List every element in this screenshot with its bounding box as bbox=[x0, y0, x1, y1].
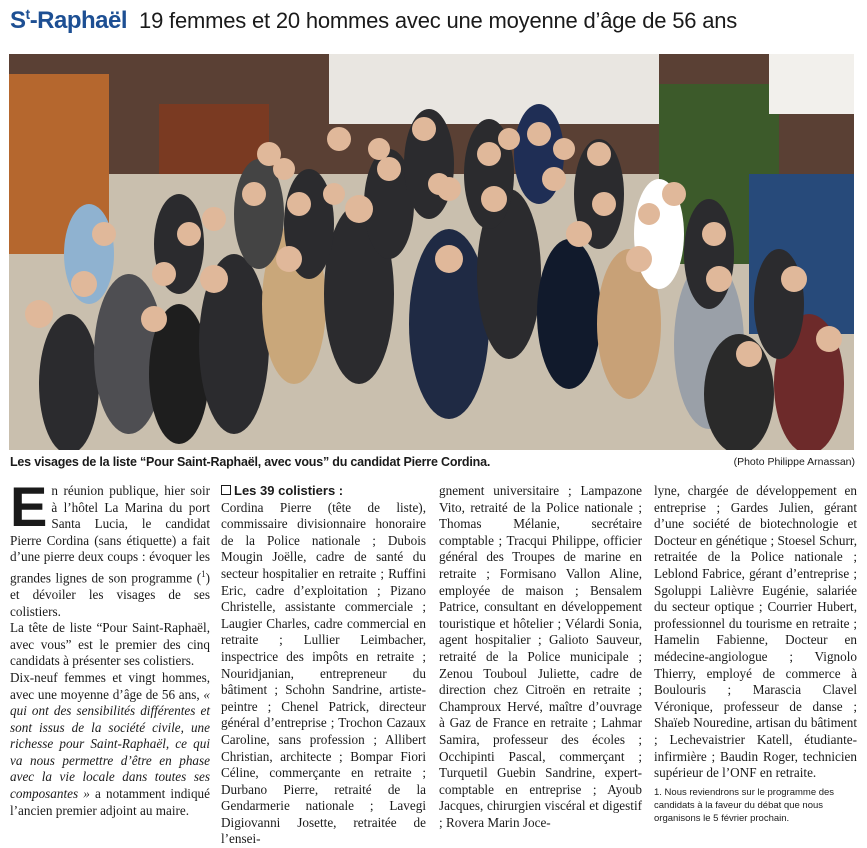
paragraph-2: La tête de liste “Pour Saint-Raphaël, avec vous” est le premier des cinq candidats à présenter ses colistiers. bbox=[10, 620, 210, 669]
group-photo bbox=[9, 54, 854, 450]
square-bullet-icon bbox=[221, 485, 231, 495]
lead-paragraph: n réunion publique, hier soir à l’hôtel La Marina du port Santa Lucia, le candidat Pierre Cordina (sans étiquette) a fait d’une pierre deux coups : évoquer les grandes lignes de son programme ($^1$) et dévoiler les visages de ses colistiers. bbox=[10, 483, 210, 619]
group-photo-icon bbox=[9, 54, 854, 450]
article-column-2 bbox=[221, 483, 426, 848]
colistiers-list-part-2: gnement universitaire ; Lampazone Vito, retraité de la Police nationale ; Thomas Mélanie, secrétaire comptable ; Tracqui Philippe, officier général des Troupes de marine en retraite ; Formisano Vallon Aline, employée de maison ; Bensalem Patrice, consultant en développement touristique et hôtelier ; Vélardi Sonia, agent hospitalier ; Galioto Sauveur, retraité de la Police municipale ; Zenou Touboul Juliette, cadre de direction chez Citroën en retraite ; Champroux Hervé, maître d’ouvrage à Gaz de France en retraite ; Lahmar Samira, professeur des écoles ; Occhipinti Pascal, commerçant ; Turquetil Guebin Sandrine, expert-comptable en entreprise ; Ayoub Jacques, chirurgien viscéral et digestif ; Rovera Marin Joce- bbox=[439, 483, 642, 830]
article-header bbox=[10, 6, 737, 36]
town-kicker: $S^t$-Raphaël bbox=[10, 6, 128, 34]
colistiers-list-part-1: Cordina Pierre (tête de liste), commissaire divisionnaire honoraire de la Police nationale ; Dubois Mougin Joëlle, cadre de santé du secteur hospitalier en retraite ; Ruffini Eric, cadre d’exploitation ; Pizano Christelle, assistante commerciale ; Laugier Charles, cadre commercial en retraite ; Lullier Leimbacher, inspectrice des impôts en retraite ; Nouridjanian, entrepreneur du bâtiment ; Schohn Sandrine, artiste-peintre ; Chenel Patrick, directeur général d’entreprise ; Trochon Cazaux Caroline, sans profession ; Allibert Christian, architecte ; Bompar Fiori Céline, commerçante en retraite ; Durbano Pierre, retraité de la Gendarmerie nationale ; Lavegi Digiovanni Josette, retraitée de l’ensei- bbox=[221, 499, 426, 847]
drop-cap: E bbox=[10, 475, 48, 538]
article-column-3 bbox=[439, 483, 642, 831]
paragraph-3: Dix-neuf femmes et vingt hommes, avec une moyenne d’âge de 56 ans, « qui ont des sensibilités différentes et sont issus de la société civile, une richesse pour Saint-Raphaël, ce qui va nous permettre d’être en phase avec la vie locale dans toutes ses composantes » a notamment indiqué l’ancien premier adjoint au maire. bbox=[10, 669, 210, 818]
article-column-4 bbox=[654, 483, 857, 825]
footnote-ref: 1 bbox=[201, 568, 206, 579]
photo-credit: (Photo Philippe Arnassan) bbox=[733, 456, 855, 468]
headline: 19 femmes et 20 hommes avec une moyenne d’âge de 56 ans bbox=[139, 8, 738, 33]
footnote: 1. Nous reviendrons sur le programme des candidats à la faveur du débat que nous organisons le 5 février prochain. bbox=[654, 786, 835, 824]
caption-text: Les visages de la liste “Pour Saint-Raphaël, avec vous” du candidat Pierre Cordina. bbox=[10, 455, 491, 469]
colistiers-list-part-3: lyne, chargée de développement en entreprise ; Gardes Julien, gérant d’une société de biotechnologie et Docteur en génétique ; Stoesel Schurr, retraitée de la Police nationale ; Leblond Fabrice, gérant d’entreprise ; Sgoluppi Lalièvre Eugénie, salariée du secteur optique ; Courrier Hubert, professionnel du tourisme en retraite ; Hamelin Fabienne, Docteur en médecine-angiologue ; Vignolo Thierry, employé de commerce à Boulouris ; Marascia Clavel Véronique, professeur de danse ; Shaïeb Nouredine, artisan du bâtiment ; Lechevaistrier Katell, étudiante-infirmière ; Baudin Roger, technicien supérieur de l’ONF en retraite. bbox=[654, 483, 857, 781]
quote: « qui ont des sensibilités différentes et sont issus de la société civile, une richesse pour Saint-Raphaël, ce qui va nous permettre d’être en phase avec la vie locale dans toutes ses composantes » bbox=[10, 686, 210, 802]
article-column-1 bbox=[10, 475, 210, 819]
photo-caption bbox=[10, 455, 855, 471]
section-title: Les 39 colistiers : bbox=[221, 483, 426, 500]
